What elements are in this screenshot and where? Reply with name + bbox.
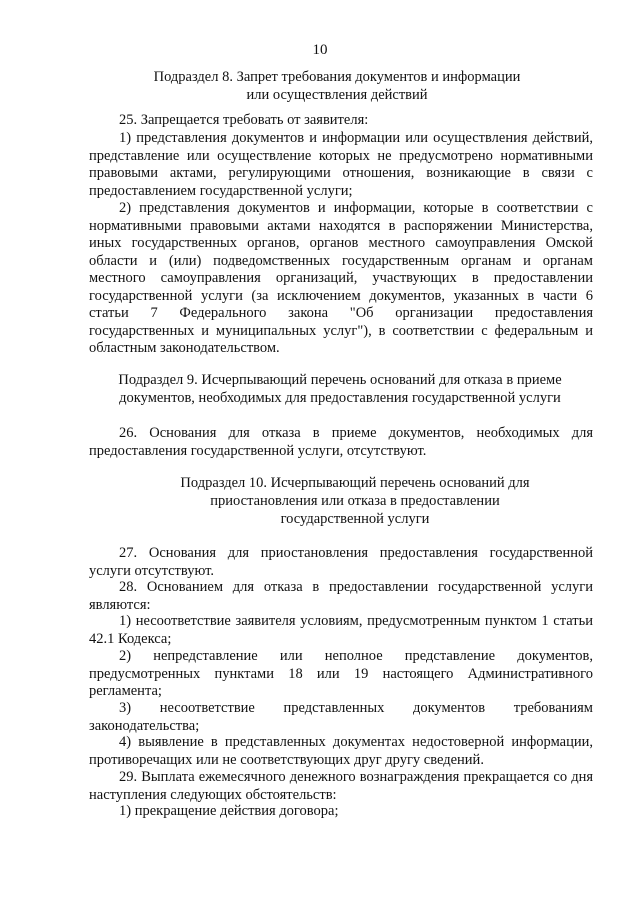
page-number: 10 — [312, 42, 328, 58]
paragraph-25-item-1: 1) представления документов и информации или осуществления действий, представление или осуществление которых не предусмотрено нормативными правовыми актами, регулирующими отношения, возникающие в связи с предоставлением государственной услуги; — [89, 130, 593, 199]
section-heading-10: Подраздел 10. Исчерпывающий перечень оснований для приостановления или отказа в предоставлении государственной услуги — [180, 475, 530, 527]
paragraph-26: 26. Основания для отказа в приеме документов, необходимых для предоставления государственной услуги, отсутствуют. — [89, 425, 593, 459]
paragraph-28-item-2: 2) непредставление или неполное представление документов, предусмотренных пунктами 18 или 19 настоящего Административного регламента; — [89, 648, 593, 699]
paragraph-29-item-1: 1) прекращение действия договора; — [119, 803, 339, 819]
paragraph-28-item-3: 3) несоответствие представленных документов требованиям законодательства; — [89, 700, 593, 734]
paragraph-27: 27. Основания для приостановления предоставления государственной услуги отсутствуют. — [89, 545, 593, 579]
section-heading-9: Подраздел 9. Исчерпывающий перечень оснований для отказа в приеме документов, необходимых для предоставления государственной услуги — [118, 372, 562, 406]
paragraph-28: 28. Основанием для отказа в предоставлении государственной услуги являются: — [89, 579, 593, 613]
section-heading-8: Подраздел 8. Запрет требования документов и информации или осуществления действий — [153, 69, 521, 103]
paragraph-28-item-1: 1) несоответствие заявителя условиям, предусмотренным пунктом 1 статьи 42.1 Кодекса; — [89, 613, 593, 647]
paragraph-25: 25. Запрещается требовать от заявителя: — [119, 112, 369, 128]
paragraph-25-item-2: 2) представления документов и информации, которые в соответствии с нормативными правовыми актами находятся в распоряжении Министерства, иных государственных органов, органов местного самоуправления Омской области и (или) подведомственных государственным органам и органам местного самоуправления организаций, участвующих в предоставлении государственной услуги (за исключением документов, указанных в части 6 статьи 7 Федерального закона "Об организации предоставления государственных и муниципальных услуг"), в соответствии с федеральным и областным законодательством. — [89, 200, 593, 356]
paragraph-29: 29. Выплата ежемесячного денежного вознаграждения прекращается со дня наступления следующих обстоятельств: — [89, 769, 593, 803]
paragraph-28-item-4: 4) выявление в представленных документах недостоверной информации, противоречащих или не соответствующих друг другу сведений. — [89, 734, 593, 768]
